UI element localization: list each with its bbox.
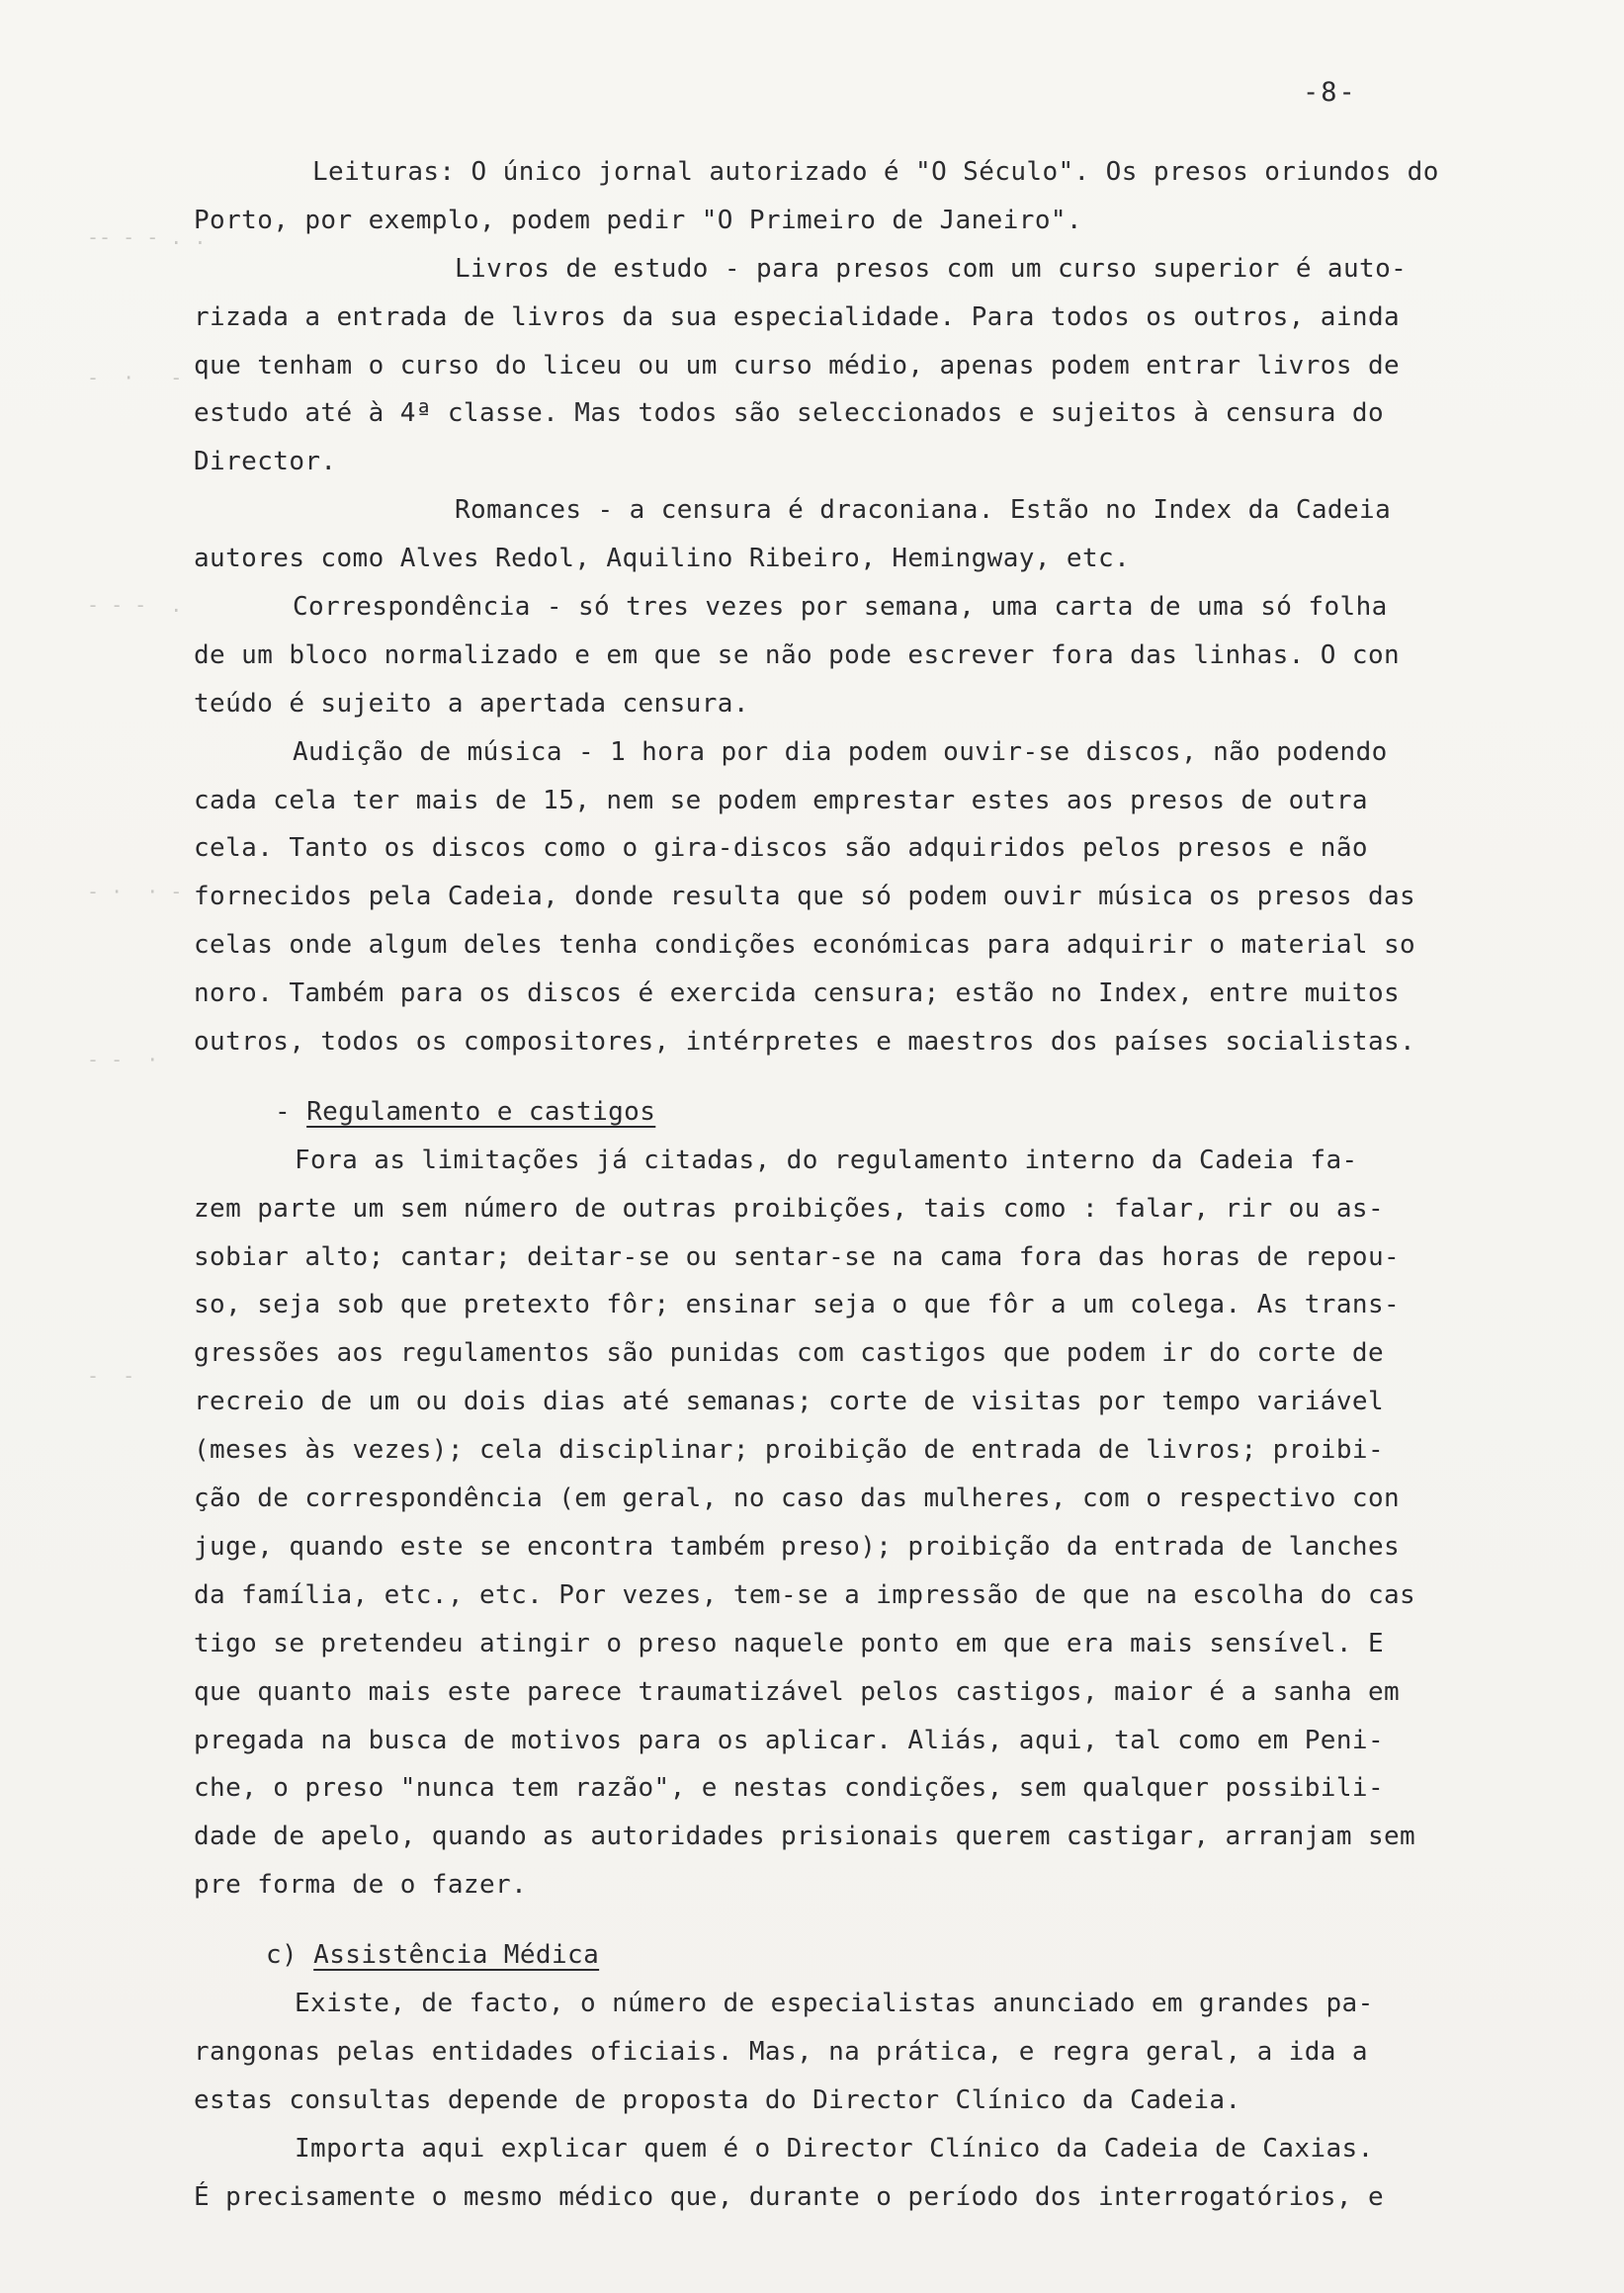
paragraph-director bbox=[194, 2125, 1469, 2222]
text-line: fornecidos pela Cadeia, donde resulta que só podem ouvir música os presos das bbox=[194, 882, 1416, 912]
text-line: (meses às vezes); cela disciplinar; proibição de entrada de livros; proibi- bbox=[194, 1435, 1384, 1466]
bleed-through-mark: - · - bbox=[87, 366, 183, 389]
paragraph-romances bbox=[194, 486, 1469, 583]
text-line: Audição de música - 1 hora por dia podem ouvir-se discos, não podendo bbox=[293, 736, 1388, 767]
heading-prefix: - bbox=[275, 1096, 307, 1127]
text-line: autores como Alves Redol, Aquilino Ribeiro, Hemingway, etc. bbox=[194, 544, 1131, 574]
text-line: Porto, por exemplo, podem pedir "O Primeiro de Janeiro". bbox=[194, 205, 1082, 235]
text-line: Romances - a censura é draconiana. Estão no Index da Cadeia bbox=[455, 495, 1392, 526]
text-line: so, seja sob que pretexto fôr; ensinar seja o que fôr a um colega. As trans- bbox=[194, 1290, 1401, 1320]
paragraph-audicao bbox=[194, 728, 1469, 1066]
text-line: sobiar alto; cantar; deitar-se ou sentar-se na cama fora das horas de repou- bbox=[194, 1241, 1401, 1272]
section-heading-regulamento bbox=[194, 1088, 1469, 1137]
paragraph-correspondencia bbox=[194, 583, 1469, 728]
spacer bbox=[194, 1910, 1469, 1931]
text-line: tigo se pretendeu atingir o preso naquele ponto em que era mais sensível. E bbox=[194, 1628, 1384, 1658]
text-line: Leituras: O único jornal autorizado é "O Século". Os presos oriundos do bbox=[312, 157, 1439, 187]
text-line: noro. Também para os discos é exercida censura; estão no Index, entre muitos bbox=[194, 978, 1401, 1009]
text-line: Correspondência - só tres vezes por semana, uma carta de uma só folha bbox=[293, 592, 1388, 623]
bleed-through-mark: - - - . bbox=[87, 593, 183, 617]
text-line: estudo até à 4ª classe. Mas todos são seleccionados e sujeitos à censura do bbox=[194, 398, 1384, 429]
text-line: celas onde algum deles tenha condições económicas para adquirir o material so bbox=[194, 930, 1416, 961]
text-line: Director. bbox=[194, 447, 337, 477]
text-line: cada cela ter mais de 15, nem se podem emprestar estes aos presos de outra bbox=[194, 785, 1368, 815]
paragraph-medica bbox=[194, 1980, 1469, 2125]
text-line: estas consultas depende de proposta do Director Clínico da Cadeia. bbox=[194, 2084, 1241, 2115]
text-line: cela. Tanto os discos como o gira-discos são adquiridos pelos presos e não bbox=[194, 833, 1368, 864]
page-number: -8- bbox=[1303, 77, 1357, 108]
text-line: che, o preso "nunca tem razão", e nestas condições, sem qualquer possibili- bbox=[194, 1773, 1384, 1804]
text-line: dade de apelo, quando as autoridades prisionais querem castigar, arranjam sem bbox=[194, 1822, 1416, 1852]
paragraph-castigos bbox=[194, 1137, 1469, 1910]
paragraph-leituras bbox=[194, 148, 1469, 245]
text-line: Fora as limitações já citadas, do regulamento interno da Cadeia fa- bbox=[295, 1145, 1358, 1175]
section-heading-assistencia-medica bbox=[194, 1931, 1469, 1980]
text-line: pre forma de o fazer. bbox=[194, 1870, 528, 1901]
text-line: Importa aqui explicar quem é o Director Clínico da Cadeia de Caxias. bbox=[295, 2133, 1374, 2164]
text-line: zem parte um sem número de outras proibições, tais como : falar, rir ou as- bbox=[194, 1193, 1384, 1224]
text-line: teúdo é sujeito a apertada censura. bbox=[194, 688, 749, 719]
text-line: Livros de estudo - para presos com um curso superior é auto- bbox=[455, 253, 1408, 284]
bleed-through-mark: -- - - . . bbox=[87, 225, 207, 249]
text-line: que quanto mais este parece traumatizável pelos castigos, maior é a sanha em bbox=[194, 1676, 1401, 1707]
text-line: outros, todos os compositores, intérpretes e maestros dos países socialistas. bbox=[194, 1027, 1416, 1058]
bleed-through-mark: - · · - bbox=[87, 880, 183, 903]
text-line: rizada a entrada de livros da sua especialidade. Para todos os outros, ainda bbox=[194, 301, 1401, 332]
text-line: É precisamente o mesmo médico que, durante o período dos interrogatórios, e bbox=[194, 2181, 1384, 2212]
bleed-through-mark: - - · bbox=[87, 1048, 159, 1071]
document-body bbox=[194, 148, 1469, 2221]
text-line: da família, etc., etc. Por vezes, tem-se a impressão de que na escolha do cas bbox=[194, 1579, 1416, 1610]
spacer bbox=[194, 1066, 1469, 1088]
text-line: ção de correspondência (em geral, no caso das mulheres, com o respectivo con bbox=[194, 1484, 1401, 1514]
text-line: rangonas pelas entidades oficiais. Mas, na prática, e regra geral, a ida a bbox=[194, 2036, 1368, 2067]
heading-title: Assistência Médica bbox=[313, 1940, 600, 1971]
text-line: juge, quando este se encontra também preso); proibição da entrada de lanches bbox=[194, 1531, 1401, 1562]
text-line: de um bloco normalizado e em que se não pode escrever fora das linhas. O con bbox=[194, 639, 1401, 670]
text-line: Existe, de facto, o número de especialistas anunciado em grandes pa- bbox=[295, 1988, 1374, 2018]
paragraph-livros bbox=[194, 245, 1469, 486]
text-line: que tenham o curso do liceu ou um curso médio, apenas podem entrar livros de bbox=[194, 350, 1401, 381]
text-line: gressões aos regulamentos são punidas com castigos que podem ir do corte de bbox=[194, 1338, 1384, 1369]
bleed-through-mark: - - bbox=[87, 1364, 135, 1388]
heading-prefix: c) bbox=[266, 1940, 314, 1971]
text-line: recreio de um ou dois dias até semanas; corte de visitas por tempo variável bbox=[194, 1387, 1384, 1417]
text-line: pregada na busca de motivos para os aplicar. Aliás, aqui, tal como em Peni- bbox=[194, 1725, 1384, 1755]
heading-title: Regulamento e castigos bbox=[306, 1096, 656, 1127]
